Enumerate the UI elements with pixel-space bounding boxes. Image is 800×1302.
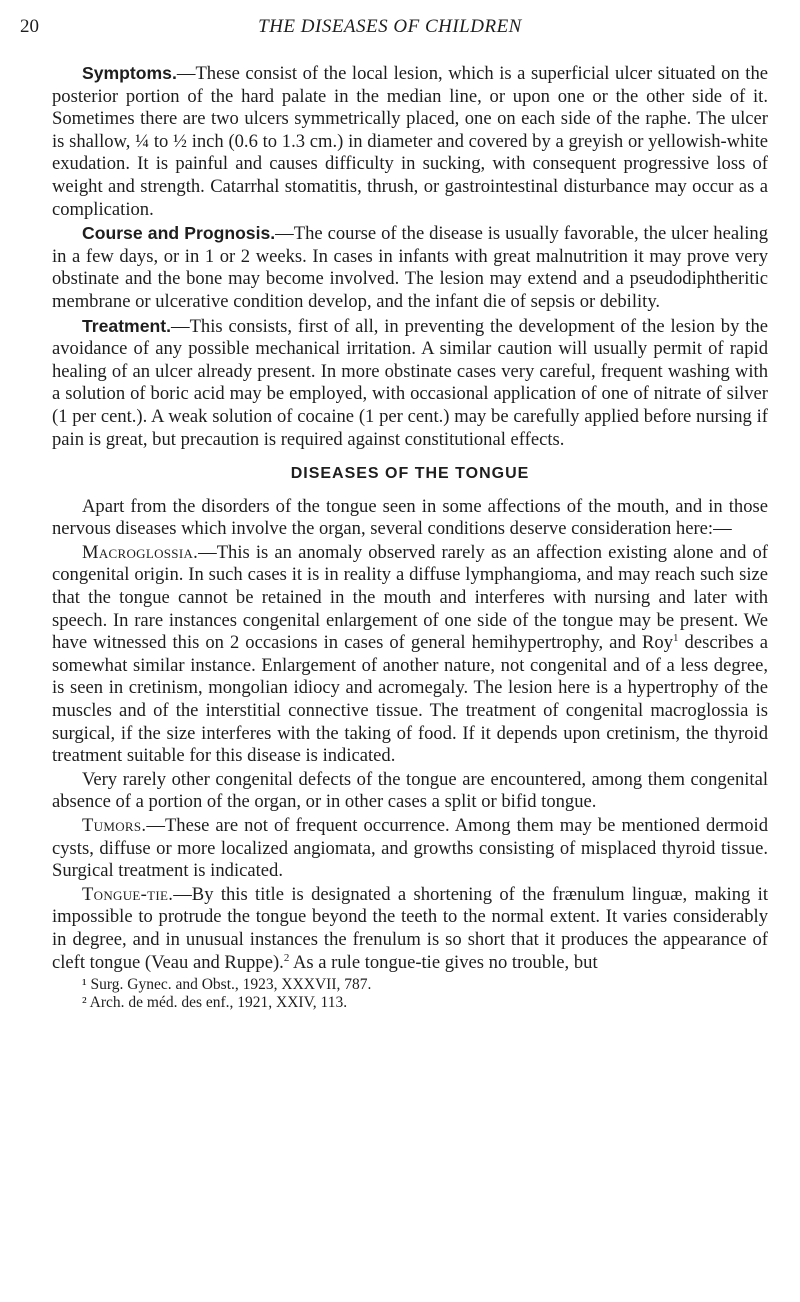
page-number: 20 bbox=[20, 16, 39, 37]
course-paragraph bbox=[52, 222, 768, 313]
course-heading: Course and Prognosis. bbox=[82, 223, 276, 244]
treatment-text: —This consists, first of all, in preventing the development of the lesion by the avoidance of any possible mechanical irritation. A similar caution will usually permit of rapid healing of an ulcer already present. In more obstinate cases very careful, frequent washing with a solution of boric acid may be employed, with occasional application of one of nitrate of silver (1 per cent.). A weak solution of cocaine (1 per cent.) may be carefully applied before nursing if pain is great, but precaution is required against constitutional effects. bbox=[52, 315, 768, 450]
tongue-tie-text-a: —By this title is designated a shortening of the frænulum linguæ, making it impossible to protrude the tongue beyond the teeth to the normal extent. It varies considerably in degree, and in unusual instances the frenulum is so short that it produces the appearance of cleft tongue (Veau and Ruppe). bbox=[52, 883, 768, 973]
macroglossia-text-b: describes a somewhat similar instance. Enlargement of another nature, not congenital and of a less degree, is seen in cretinism, mongolian idiocy and acromegaly. The lesion here is a hypertrophy of the muscles and of the interstitial connective tissue. The treatment of congenital macroglossia is surgical, if the size interferes with the taking of food. If it depends upon cretinism, the thyroid treatment suitable for this disease is indicated. bbox=[52, 632, 768, 767]
macroglossia-paragraph bbox=[52, 542, 768, 768]
footnote-1: ¹ Surg. Gynec. and Obst., 1923, XXXVII, 787. bbox=[82, 976, 372, 994]
symptoms-paragraph bbox=[52, 62, 768, 221]
footnote-reference-1: 1 bbox=[673, 632, 679, 645]
tongue-tie-text-b: As a rule tongue-tie gives no trouble, but bbox=[289, 951, 598, 973]
footnote-2: ² Arch. de méd. des enf., 1921, XXIV, 113. bbox=[82, 993, 348, 1011]
page-body bbox=[52, 62, 768, 1011]
intro-paragraph: Apart from the disorders of the tongue seen in some affections of the mouth, and in those nervous diseases which involve the organ, several conditions deserve consideration here:— bbox=[52, 495, 768, 540]
macroglossia-text-a: —This is an anomaly observed rarely as an affection existing alone and of congenital origin. In such cases it is in reality a diffuse lymphangioma, and may reach such size that the tongue cannot be retained in the mouth and interferes with nursing and later with speech. In rare instances congenital enlargement of one side of the tongue may be present. We have witnessed this on 2 occasions in cases of general hemihypertrophy, and Roy bbox=[52, 541, 768, 654]
macroglossia-heading: Macroglossia. bbox=[82, 541, 199, 563]
tumors-paragraph bbox=[52, 815, 768, 883]
running-title: THE DISEASES OF CHILDREN bbox=[258, 16, 522, 37]
tumors-text: —These are not of frequent occurrence. Among them may be mentioned dermoid cysts, diffuse or more localized angiomata, and growths consisting of misplaced thyroid tissue. Surgical treatment is indicated. bbox=[52, 815, 768, 882]
tongue-tie-paragraph bbox=[52, 884, 768, 974]
footnotes bbox=[52, 976, 768, 1011]
tumors-heading: Tumors. bbox=[82, 815, 147, 836]
other-defects-paragraph: Very rarely other congenital defects of the tongue are encountered, among them congenital absence of a portion of the organ, or in other cases a split or bifid tongue. bbox=[52, 768, 768, 813]
treatment-heading: Treatment. bbox=[82, 315, 171, 336]
symptoms-heading: Symptoms. bbox=[82, 63, 177, 83]
section-heading: DISEASES OF THE TONGUE bbox=[290, 465, 530, 483]
course-text: —The course of the disease is usually favorable, the ulcer healing in a few days, or in 1 or 2 weeks. In cases in infants with great malnutrition it may prove very obstinate and the bone may become involved. The lesion may extend and a pseudodiphtheritic membrane or ulcerative condition develop, and the infant die of sepsis or debility. bbox=[52, 223, 768, 312]
footnote-reference-2: 2 bbox=[283, 951, 290, 964]
symptoms-text: —These consist of the local lesion, which is a superficial ulcer situated on the posterior portion of the hard palate in the median line, or upon one or the other side of it. Sometimes there are two ulcers symmetrically placed, one on each side of the raphe. The ulcer is shallow, ¼ to ½ inch (0.6 to 1.3 cm.) in diameter and covered by a greyish or yellowish-white exudation. It is painful and causes difficulty in sucking, with consequent progressive loss of weight and strength. Catarrhal stomatitis, thrush, or gastrointestinal disturbance may occur as a complication. bbox=[52, 63, 768, 220]
tongue-tie-heading: Tongue-tie. bbox=[82, 883, 174, 905]
treatment-paragraph bbox=[52, 315, 768, 452]
running-header bbox=[20, 14, 760, 40]
